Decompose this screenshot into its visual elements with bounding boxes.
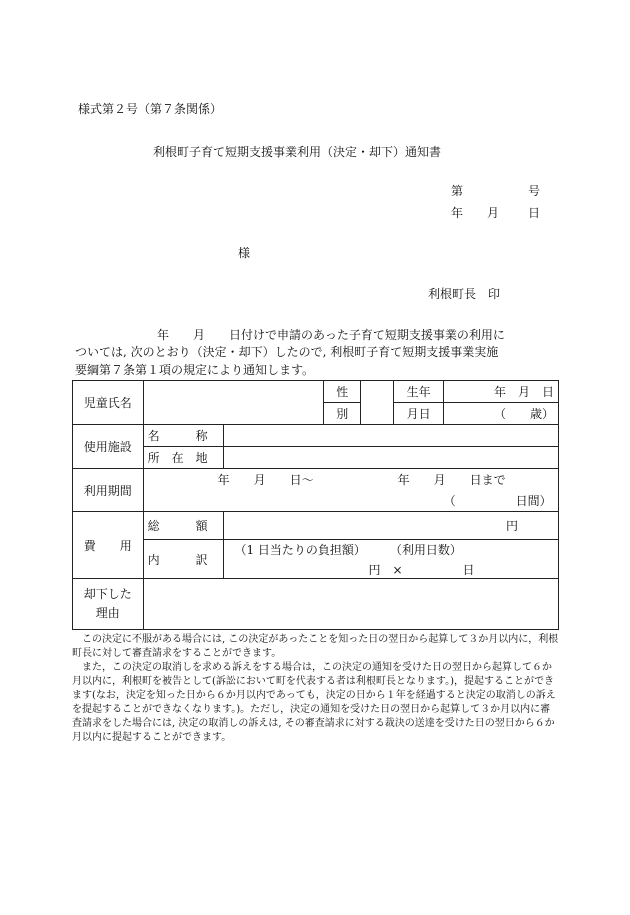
addressee-suffix: 様	[238, 246, 251, 260]
period-field[interactable]	[143, 469, 558, 512]
age-field[interactable]: （ 歳）	[444, 403, 559, 425]
child-name-label: 児童氏名	[73, 381, 144, 425]
cost-label: 費 用	[73, 512, 144, 579]
birth-label-top: 生年	[394, 381, 444, 403]
period-days: （ 日間）	[443, 494, 552, 508]
body-line-1: 年 月 日付けで申請のあった子育て短期支援事業の利用に	[157, 328, 505, 342]
breakdown-headings: （1 日当たりの負担額） （利用日数）	[234, 542, 462, 557]
body-line-3: 要綱第７条第１項の規定により通知します。	[75, 363, 315, 377]
date-year: 年	[451, 206, 464, 220]
document-title: 利根町子育て短期支援事業利用（決定・却下）通知書	[153, 145, 442, 159]
notes-section	[72, 633, 559, 745]
notice-table	[72, 380, 559, 630]
reject-label-line-1: 却下した	[83, 587, 132, 601]
note-lawsuit: また，この決定の取消しを求める訴えをする場合は，この決定の通知を受けた日の翌日から起算して６か月以内に，利根町を被告として(訴訟において町を代表する者は利根町長となります。)，提起することができます(なお，決定を知った日から６か月以内であっても，決定の日から１年を経過すると決定の取消しの訴えを提起することができなくなります。)。ただし，決定の通知を受けた日の翌日から起算して３か月以内に審査請求をした場合には, 決定の取消しの訴えは, その審査請求に対する裁決の送達を受けた日の翌日から６か月以内に提起することができます。	[72, 662, 556, 743]
total-field[interactable]	[224, 512, 559, 540]
breakdown-field[interactable]	[224, 540, 559, 579]
doc-number-suffix: 号	[528, 184, 541, 198]
period-range: 年 月 日〜 年 月 日まで	[217, 473, 506, 487]
reject-reason-label	[73, 579, 144, 630]
issuer-seal: 利根町長 印	[428, 287, 501, 301]
note-appeal: この決定に不服がある場合には, この決定があったことを知った日の翌日から起算して３か月以内に，利根町長に対して審査請求をすることができます。	[72, 634, 559, 659]
reject-label-line-2: 理由	[95, 606, 120, 620]
date-month: 月	[487, 206, 500, 220]
facility-address-field[interactable]	[224, 447, 559, 469]
birth-label-bottom: 月日	[394, 403, 444, 425]
sex-field[interactable]	[361, 381, 394, 425]
total-unit: 円	[505, 519, 518, 533]
facility-label: 使用施設	[73, 425, 144, 469]
total-label: 総 額	[143, 512, 224, 540]
facility-name-field[interactable]	[224, 425, 559, 447]
reject-reason-field[interactable]	[143, 579, 558, 630]
period-label: 利用期間	[73, 469, 144, 512]
body-line-2: ついては, 次のとおり（決定・却下）したので, 利根町子育て短期支援事業実施	[75, 345, 499, 359]
birthdate-field[interactable]: 年 月 日	[444, 381, 559, 403]
form-reference: 様式第２号（第７条関係）	[78, 102, 223, 116]
sex-label-bottom: 別	[324, 403, 361, 425]
sex-label-top: 性	[324, 381, 361, 403]
breakdown-formula: 円 × 日	[368, 562, 475, 577]
facility-address-label: 所 在 地	[143, 447, 224, 469]
doc-number-prefix: 第	[451, 184, 464, 198]
facility-name-label: 名 称	[143, 425, 224, 447]
child-name-field[interactable]	[143, 381, 324, 425]
date-day: 日	[528, 206, 541, 220]
breakdown-label: 内 訳	[143, 540, 224, 579]
